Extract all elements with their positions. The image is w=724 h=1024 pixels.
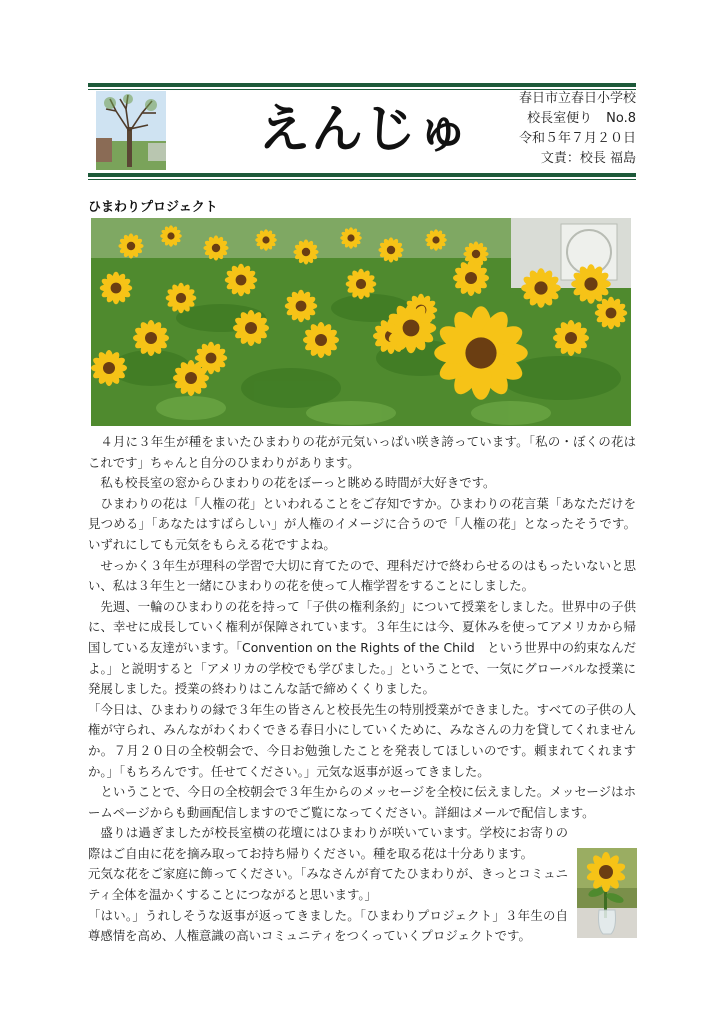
paragraph-6: 「今日は、ひまわりの縁で３年生の皆さんと校長先生の特別授業ができました。すべての子供の人権が守られ、みんながわくわくできる春日小にしていくために、みなさんの力を貸してくれませんか。７月２０日の全校朝会で、今日お勉強したことを発表してほしいのです。頼まれてくれますか。」「もちろんです。任せてください。」元気な返事が返ってきました。	[88, 701, 636, 779]
tree-photo	[96, 91, 166, 170]
paragraph-2: 私も校長室の窓からひまわりの花をぼーっと眺める時間が大好きです。	[100, 475, 496, 491]
issue-line	[476, 109, 636, 129]
paragraph-10: 「はい。」うれしそうな返事が返ってきました。「ひまわりプロジェクト」３年生の自尊感情を高め、人権意識の高いコミュニティをつくっていくプロジェクトです。	[88, 907, 568, 944]
paragraph-4: せっかく３年生が理科の学習で大切に育てたので、理科だけで終わらせるのはもったいないと思い、私は３年生と一緒にひまわりの花を使って人権学習をすることにしました。	[88, 557, 636, 594]
paragraph-1: ４月に３年生が種をまいたひまわりの花が元気いっぱい咲き誇っています。「私の・ぼくの花はこれです」ちゃんと自分のひまわりがあります。	[88, 434, 636, 470]
header-meta	[476, 89, 636, 169]
paragraph-5: 先週、一輪のひまわりの花を持って「子供の権利条約」について授業をしました。世界中の子供に、幸せに成長していく権利が保障されています。３年生には今、夏休みを使ってアメリカから帰国している友達がいます。「Convention on the Rights of the Child という世界中の約束なんだよ。」と説明すると「アメリカの学校でも学びました。」ということで、一気にグローバルな授業に発展しました。授業の終わりはこんな話で締めくくりました。	[88, 598, 636, 697]
newsletter-title: えんじゅ	[258, 99, 471, 160]
paragraph-8: 盛りは過ぎましたが校長室横の花壇にはひまわりが咲いています。学校にお寄りの際はご自由に花を摘み取ってお持ち帰りください。種を取る花は十分あります。	[88, 825, 568, 861]
paragraph-3: ひまわりの花は「人権の花」といわれることをご存知ですか。ひまわりの花言葉「あなただけを見つめる」「あなたはすばらしい」が人権のイメージに合うので「人権の花」となったそうです。いずれにしても元気をもらえる花ですよね。	[88, 495, 636, 552]
issue-number: No.8	[606, 111, 636, 126]
newsletter-name: 校長室便り	[527, 111, 593, 126]
section-heading: ひまわりプロジェクト	[88, 200, 218, 215]
sunflower-field-photo	[91, 218, 631, 426]
header-rule-bottom	[88, 173, 636, 180]
paragraph-7: ということで、今日の全校朝会で３年生からのメッセージを全校に伝えました。メッセージはホームページからも動画配信しますのでご覧になってください。詳細はメールで配信します。	[88, 784, 636, 820]
paragraph-9: 元気な花をご家庭に飾ってください。「みなさんが育てたひまわりが、きっとコミュニティ全体を温かくすることにつながると思います。」	[88, 866, 568, 903]
author: 文責：校長 福島	[540, 151, 636, 166]
article-body	[88, 432, 636, 947]
issue-date: 令和５年７月２０日	[518, 131, 636, 146]
sunflower-vase-photo	[577, 848, 637, 938]
school-name: 春日市立春日小学校	[518, 91, 636, 106]
